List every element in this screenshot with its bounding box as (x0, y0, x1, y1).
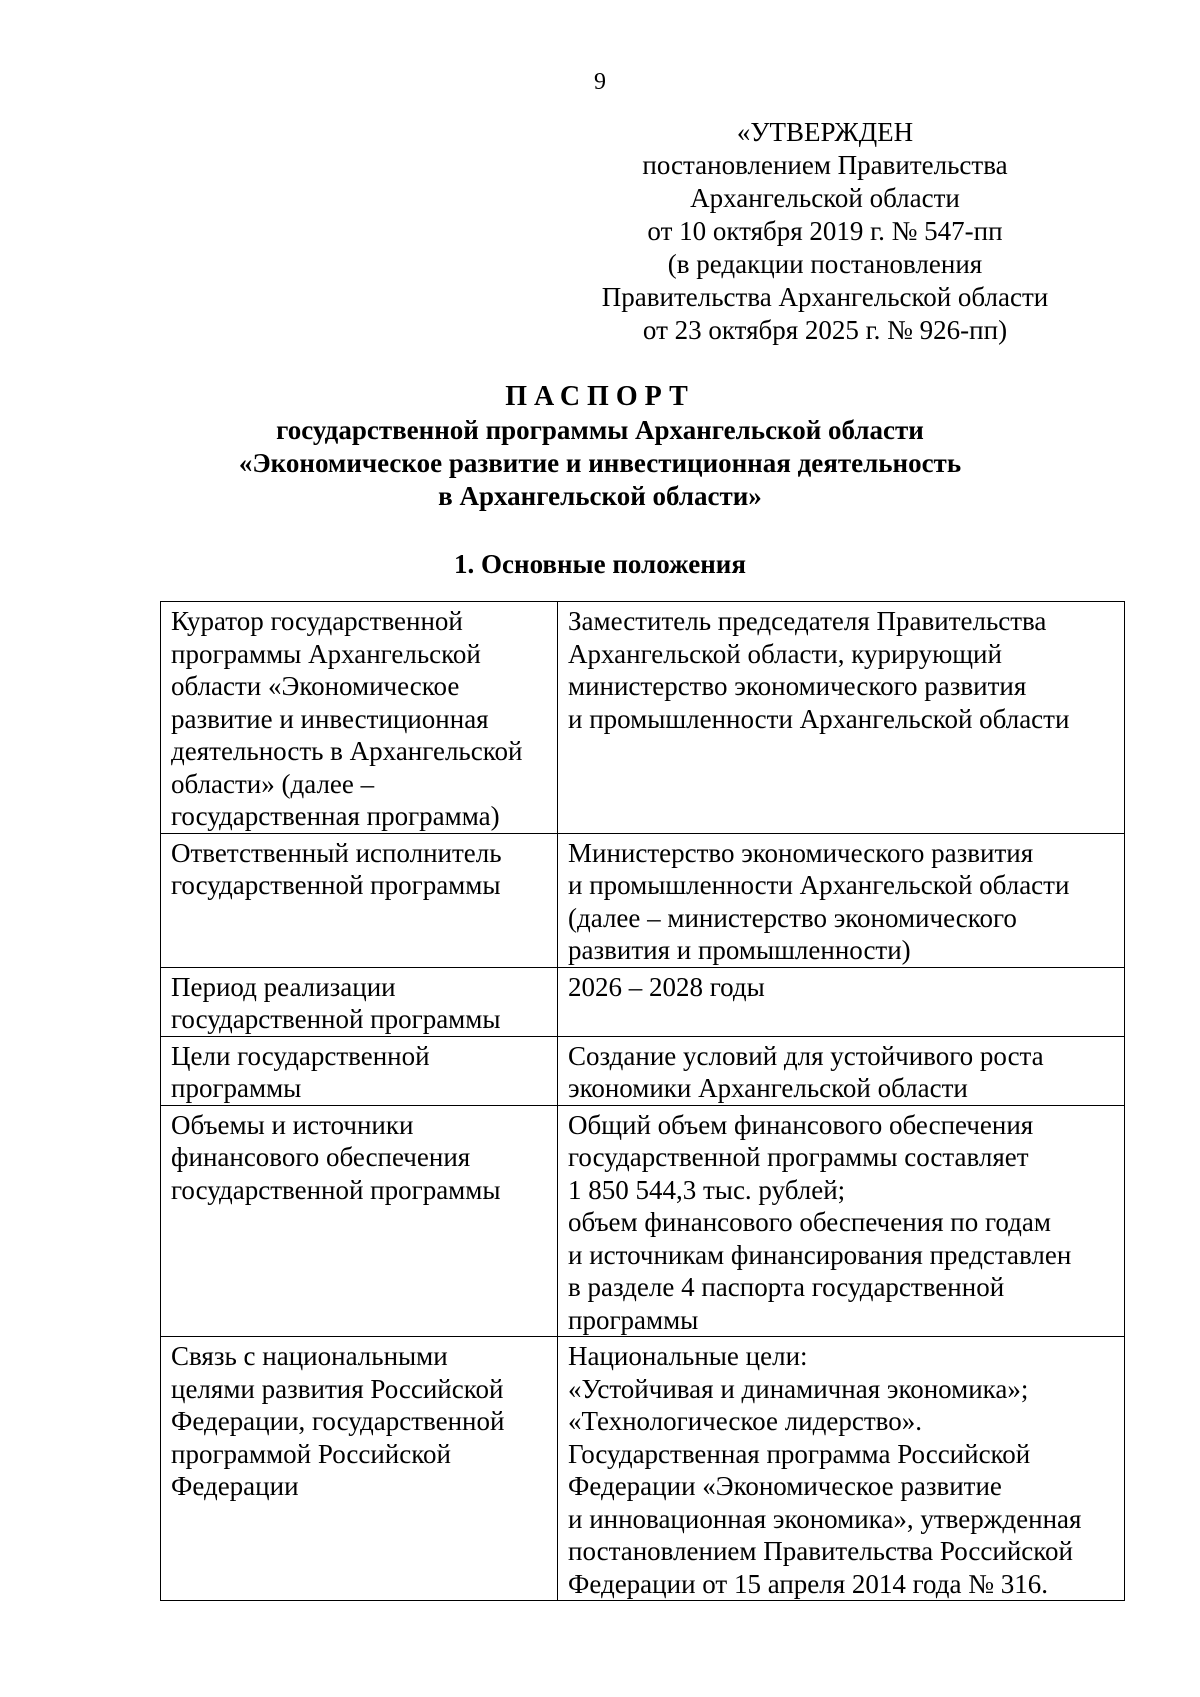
row-value-line: Министерство экономического развития (568, 837, 1034, 868)
passport-table-body (161, 602, 1125, 1601)
row-value-line: Государственная программа Российской (568, 1438, 1031, 1469)
row-value-line: и источникам финансирования представлен (568, 1239, 1072, 1270)
row-value-line: 2026 – 2028 годы (568, 971, 765, 1002)
row-label-line: Федерации (171, 1471, 299, 1501)
row-label-line: развитие и инвестиционная (171, 703, 489, 734)
row-value-cell (558, 602, 1125, 834)
row-value-line: и промышленности Архангельской области (568, 870, 1070, 900)
table-row (161, 967, 1125, 1036)
row-label-line: программой Российской (171, 1438, 451, 1469)
table-row (161, 602, 1125, 834)
table-row (161, 1337, 1125, 1601)
title-line: «Экономическое развитие и инвестиционная деятельность (238, 448, 962, 478)
row-label-line: деятельность в Архангельской (171, 736, 523, 766)
row-label-cell (161, 1036, 558, 1105)
row-value-cell (558, 967, 1125, 1036)
table-row (161, 833, 1125, 967)
row-label-line: финансового обеспечения (171, 1142, 471, 1172)
approval-line: Правительства Архангельской области (601, 282, 1049, 312)
title-line: государственной программы Архангельской области (276, 415, 924, 445)
row-value-line: объем финансового обеспечения по годам (568, 1207, 1051, 1237)
row-label-line: целями развития Российской (171, 1373, 504, 1404)
row-value-line: «Технологическое лидерство». (568, 1406, 922, 1436)
row-value-cell (558, 1105, 1125, 1337)
title-main: ПАСПОРТ (505, 381, 695, 412)
row-value-line: и инновационная экономика», утвержденная (568, 1503, 1082, 1534)
row-value-line: Федерации «Экономическое развитие (568, 1471, 1002, 1501)
row-label-cell (161, 602, 558, 834)
row-label-line: Федерации, государственной (171, 1406, 505, 1436)
row-value-line: развития и промышленности) (568, 935, 911, 965)
row-value-line: министерство экономического развития (568, 671, 1027, 701)
row-label-cell (161, 1105, 558, 1337)
row-value-line: экономики Архангельской области (568, 1073, 968, 1103)
row-label-line: области «Экономическое (171, 671, 460, 701)
row-value-line: в разделе 4 паспорта государственной (568, 1272, 1005, 1302)
row-label-line: государственной программы (171, 1004, 501, 1034)
table-row (161, 1036, 1125, 1105)
row-label-line: государственной программы (171, 870, 501, 900)
row-label-cell (161, 1337, 558, 1601)
row-value-line: программы (568, 1304, 699, 1335)
table-row (161, 1105, 1125, 1337)
row-label-cell (161, 833, 558, 967)
row-label-line: Связь с национальными (171, 1341, 448, 1371)
page-number: 9 (594, 69, 606, 95)
row-value-cell (558, 833, 1125, 967)
row-value-cell (558, 1337, 1125, 1601)
row-label-line: программы (171, 1073, 302, 1103)
approval-line: от 10 октября 2019 г. № 547-пп (647, 216, 1003, 246)
row-value-line: государственной программы составляет (568, 1142, 1029, 1172)
document-title (0, 380, 1200, 513)
row-label-line: Цели государственной (171, 1040, 430, 1071)
row-value-line: Заместитель председателя Правительства (568, 606, 1047, 636)
row-value-line: Федерации от 15 апреля 2014 года № 316. (568, 1568, 1049, 1599)
row-value-line: 1 850 544,3 тыс. рублей; (568, 1174, 846, 1205)
row-value-line: и промышленности Архангельской области (568, 703, 1070, 734)
row-value-line: Национальные цели: (568, 1341, 808, 1371)
row-label-line: государственная программа) (171, 801, 500, 831)
row-value-line: (далее – министерство экономического (568, 902, 1017, 933)
section-heading: 1. Основные положения (454, 549, 746, 579)
approval-line: «УТВЕРЖДЕН (736, 117, 914, 147)
title-line: в Архангельской области» (438, 481, 762, 511)
row-label-line: Куратор государственной (171, 606, 463, 636)
row-label-line: программы Архангельской (171, 638, 481, 669)
row-label-line: Объемы и источники (171, 1109, 414, 1140)
row-value-line: «Устойчивая и динамичная экономика»; (568, 1373, 1029, 1404)
row-value-cell (558, 1036, 1125, 1105)
row-value-line: Архангельской области, курирующий (568, 638, 1002, 669)
row-label-line: области» (далее – (171, 768, 375, 799)
row-value-line: Создание условий для устойчивого роста (568, 1040, 1044, 1071)
approval-line: постановлением Правительства (642, 150, 1008, 180)
row-label-line: Ответственный исполнитель (171, 837, 502, 868)
approval-line: Архангельской области (690, 183, 960, 213)
passport-table (160, 601, 1125, 1601)
approval-line: от 23 октября 2025 г. № 926-пп) (642, 315, 1008, 345)
row-label-line: Период реализации (171, 971, 396, 1002)
row-label-line: государственной программы (171, 1174, 501, 1205)
approval-line: (в редакции постановления (667, 249, 983, 279)
row-value-line: Общий объем финансового обеспечения (568, 1109, 1034, 1140)
row-value-line: постановлением Правительства Российской (568, 1536, 1073, 1566)
approval-stamp (595, 116, 1055, 347)
row-label-cell (161, 967, 558, 1036)
